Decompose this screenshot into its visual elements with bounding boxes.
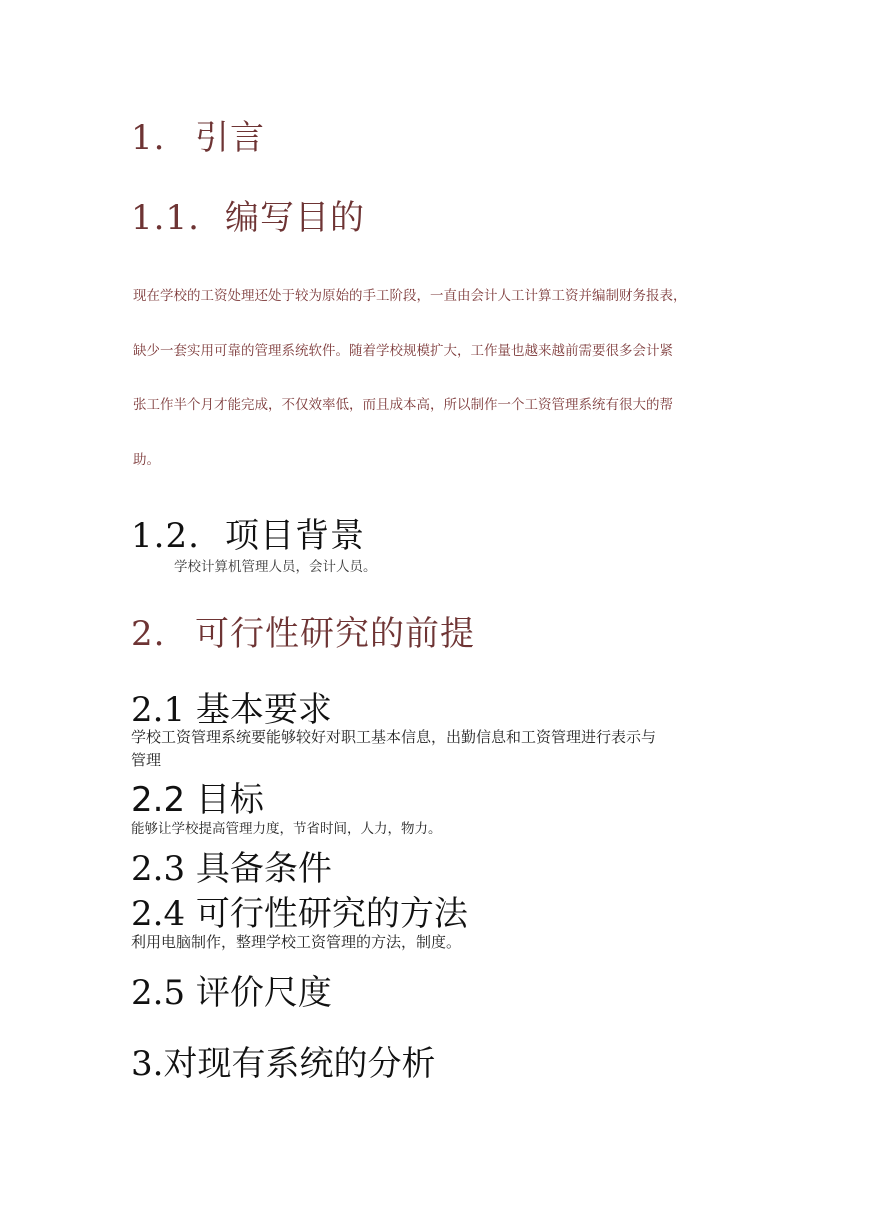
paragraph-line: 缺少一套实用可靠的管理系统软件。随着学校规模扩大，工作量也越来越前需要很多会计紧 [133,343,673,359]
paragraph-line: 管理 [131,751,162,769]
paragraph-line: 现在学校的工资处理还处于较为原始的手工阶段，一直由会计人工计算工资并编制财务报表， [133,288,687,304]
heading-2 [131,606,475,655]
heading-1-2 [131,508,365,557]
heading-number: 1.1. [131,198,200,238]
heading-title: 可行性研究的前提 [195,614,475,654]
heading-title: 项目背景 [225,516,365,556]
heading-number: 2. [131,614,166,654]
heading-number: 2.2 [131,780,186,820]
paragraph-line: 助。 [133,452,160,468]
paragraph-line: 学校工资管理系统要能够较好对职工基本信息，出勤信息和工资管理进行表示与 [131,728,657,746]
heading-1 [131,110,265,159]
heading-3: 3.对现有系统的分析 [131,1044,436,1084]
heading-title: 目标 [195,780,264,820]
heading-1-1 [131,190,365,239]
heading-2-5: 2.5 评价尺度 [131,973,332,1013]
heading-2-3: 2.3 具备条件 [131,849,332,889]
heading-number: 1. [131,118,166,158]
paragraph-line: 学校计算机管理人员，会计人员。 [174,559,377,575]
heading-number: 1.2. [131,516,200,556]
paragraph-line: 能够让学校提高管理力度，节省时间，人力，物力。 [131,821,442,837]
paragraph-line: 利用电脑制作，整理学校工资管理的方法，制度。 [131,933,462,951]
heading-title: 编写目的 [225,198,365,238]
heading-2-2 [131,772,264,821]
heading-title: 引言 [195,118,265,158]
paragraph-line: 张工作半个月才能完成，不仅效率低，而且成本高，所以制作一个工资管理系统有很大的帮 [133,397,673,413]
heading-2-4: 2.4 可行性研究的方法 [131,894,468,934]
heading-2-1: 2.1 基本要求 [131,690,332,730]
